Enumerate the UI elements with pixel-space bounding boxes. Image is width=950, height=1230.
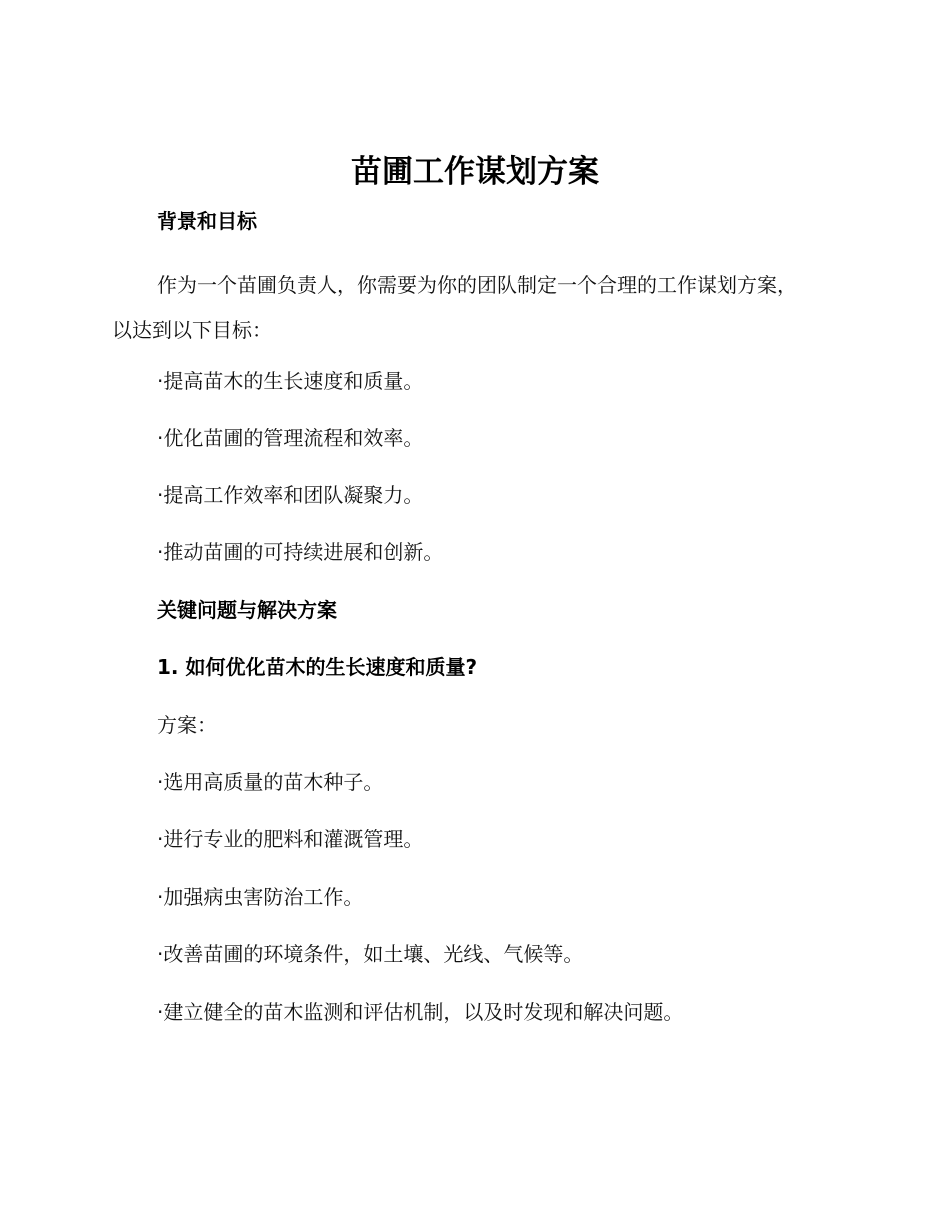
plan-bullet-4: ·改善苗圃的环境条件，如土壤、光线、气候等。 [157,942,584,966]
goal-bullet-1: ·提高苗木的生长速度和质量。 [157,369,424,393]
plan-bullet-5: ·建立健全的苗木监测和评估机制，以及时发现和解决问题。 [157,1000,684,1024]
plan-label: 方案： [157,713,217,737]
goal-bullet-2: ·优化苗圃的管理流程和效率。 [157,426,424,450]
goal-bullet-3: ·提高工作效率和团队凝聚力。 [157,483,424,507]
section-heading-key-issues: 关键问题与解决方案 [157,598,337,622]
document-title: 苗圃工作谋划方案 [351,154,599,190]
section-heading-background: 背景和目标 [157,209,257,233]
intro-paragraph: 作为一个苗圃负责人，你需要为你的团队制定一个合理的工作谋划方案，以达到以下目标： [112,273,797,342]
question-heading-1: 1. 如何优化苗木的生长速度和质量? [157,655,478,679]
plan-bullet-3: ·加强病虫害防治工作。 [157,885,364,909]
goal-bullet-4: ·推动苗圃的可持续进展和创新。 [157,540,444,564]
plan-bullet-1: ·选用高质量的苗木种子。 [157,770,384,794]
plan-bullet-2: ·进行专业的肥料和灌溉管理。 [157,827,424,851]
